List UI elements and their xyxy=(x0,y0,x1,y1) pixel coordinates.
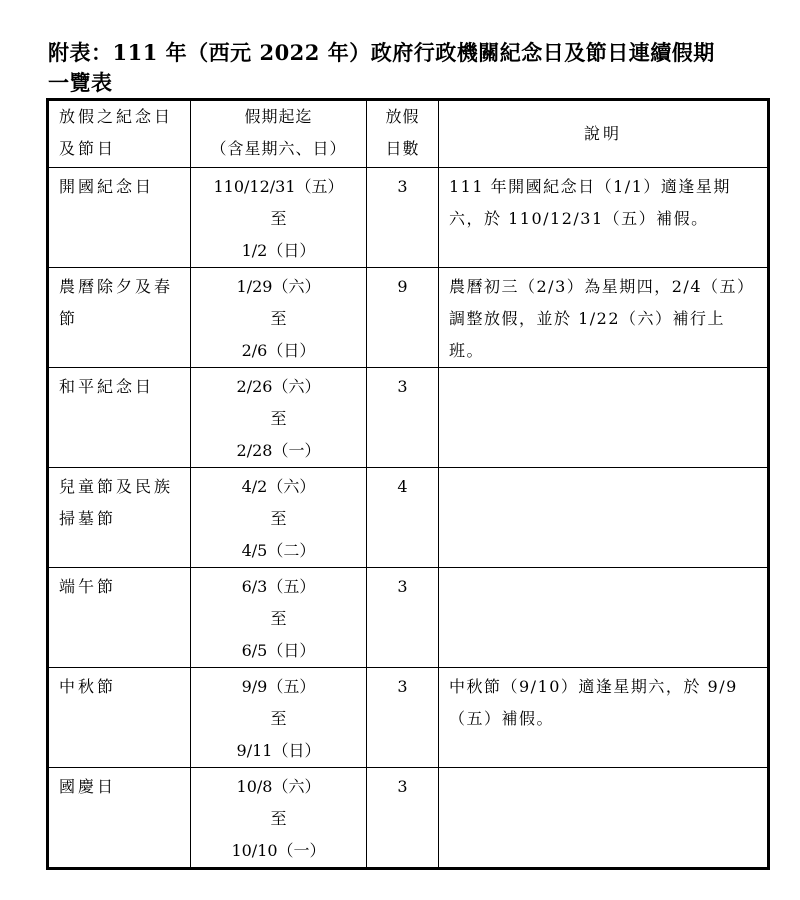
date-range-line: 9/11（日） xyxy=(236,741,321,760)
date-range-line: 4/2（六） xyxy=(241,477,316,496)
title-line-2: 一覽表 xyxy=(48,70,113,95)
header-days-off-line-2: 日數 xyxy=(385,139,420,158)
notes-line: 111 年開國紀念日（1/1）適逢星期 xyxy=(449,177,731,196)
holiday-name-line: 兒童節及民族 xyxy=(59,477,174,496)
header-holiday-name-line-2: 及節日 xyxy=(59,139,117,158)
date-range-line: 10/8（六） xyxy=(236,777,321,796)
date-range-cell xyxy=(191,168,367,268)
table-row xyxy=(48,368,769,468)
date-range-cell xyxy=(191,368,367,468)
holiday-name-line: 國慶日 xyxy=(59,777,117,796)
notes-cell xyxy=(439,368,769,468)
notes-cell xyxy=(439,168,769,268)
date-range-line: 至 xyxy=(270,809,287,828)
date-range-cell xyxy=(191,468,367,568)
table-row xyxy=(48,568,769,668)
header-notes: 說明 xyxy=(439,100,769,168)
holiday-name-cell xyxy=(48,268,191,368)
date-range-line: 至 xyxy=(270,209,287,228)
holiday-name-cell xyxy=(48,168,191,268)
holiday-name-line: 端午節 xyxy=(59,577,117,596)
header-date-range-line-2: （含星期六、日） xyxy=(210,139,347,158)
title-line-1: 附表：111 年（西元 2022 年）政府行政機關紀念日及節日連續假期 xyxy=(48,40,715,65)
table-row xyxy=(48,768,769,869)
days-off-cell: 9 xyxy=(367,268,439,368)
date-range-line: 2/28（一） xyxy=(236,441,321,460)
notes-line: 六，於 110/12/31（五）補假。 xyxy=(449,209,709,228)
holiday-name-cell xyxy=(48,668,191,768)
table-row xyxy=(48,268,769,368)
date-range-line: 至 xyxy=(270,709,287,728)
date-range-cell xyxy=(191,568,367,668)
holiday-name-line: 開國紀念日 xyxy=(59,177,155,196)
date-range-line: 至 xyxy=(270,509,287,528)
header-row xyxy=(48,100,769,168)
date-range-line: 1/29（六） xyxy=(236,277,321,296)
notes-line: 班。 xyxy=(449,341,485,360)
notes-line: 中秋節（9/10）適逢星期六，於 9/9 xyxy=(449,677,738,696)
notes-cell xyxy=(439,268,769,368)
date-range-line: 110/12/31（五） xyxy=(213,177,344,196)
holiday-name-line: 節 xyxy=(59,309,79,328)
document-title xyxy=(48,38,768,98)
date-range-line: 4/5（二） xyxy=(241,541,316,560)
header-days-off xyxy=(367,100,439,168)
date-range-line: 1/2（日） xyxy=(241,241,316,260)
header-days-off-line-1: 放假 xyxy=(385,107,420,126)
header-holiday-name xyxy=(48,100,191,168)
holiday-name-cell xyxy=(48,468,191,568)
holiday-name-line: 中秋節 xyxy=(59,677,117,696)
holiday-name-cell xyxy=(48,768,191,869)
holiday-name-cell xyxy=(48,368,191,468)
notes-cell xyxy=(439,768,769,869)
days-off-cell: 3 xyxy=(367,168,439,268)
holiday-table xyxy=(46,98,770,870)
date-range-line: 至 xyxy=(270,409,287,428)
days-off-cell: 3 xyxy=(367,768,439,869)
date-range-line: 9/9（五） xyxy=(241,677,316,696)
holiday-name-line: 農曆除夕及春 xyxy=(59,277,174,296)
table-row xyxy=(48,468,769,568)
header-date-range xyxy=(191,100,367,168)
date-range-line: 至 xyxy=(270,309,287,328)
table-row xyxy=(48,668,769,768)
table-row xyxy=(48,168,769,268)
notes-line: （五）補假。 xyxy=(449,709,555,728)
table-body xyxy=(48,168,769,869)
header-holiday-name-line-1: 放假之紀念日 xyxy=(59,107,174,126)
notes-cell xyxy=(439,668,769,768)
holiday-name-cell xyxy=(48,568,191,668)
days-off-cell: 3 xyxy=(367,568,439,668)
date-range-line: 6/5（日） xyxy=(241,641,316,660)
date-range-line: 2/6（日） xyxy=(241,341,316,360)
date-range-line: 至 xyxy=(270,609,287,628)
date-range-line: 2/26（六） xyxy=(236,377,321,396)
header-date-range-line-1: 假期起迄 xyxy=(244,107,313,126)
holiday-name-line: 掃墓節 xyxy=(59,509,117,528)
date-range-line: 6/3（五） xyxy=(241,577,316,596)
notes-cell xyxy=(439,568,769,668)
date-range-line: 10/10（一） xyxy=(231,841,326,860)
notes-line: 調整放假，並於 1/22（六）補行上 xyxy=(449,309,726,328)
notes-cell xyxy=(439,468,769,568)
days-off-cell: 3 xyxy=(367,368,439,468)
days-off-cell: 4 xyxy=(367,468,439,568)
days-off-cell: 3 xyxy=(367,668,439,768)
holiday-name-line: 和平紀念日 xyxy=(59,377,155,396)
date-range-cell xyxy=(191,768,367,869)
date-range-cell xyxy=(191,668,367,768)
date-range-cell xyxy=(191,268,367,368)
notes-line: 農曆初三（2/3）為星期四，2/4（五） xyxy=(449,277,755,296)
